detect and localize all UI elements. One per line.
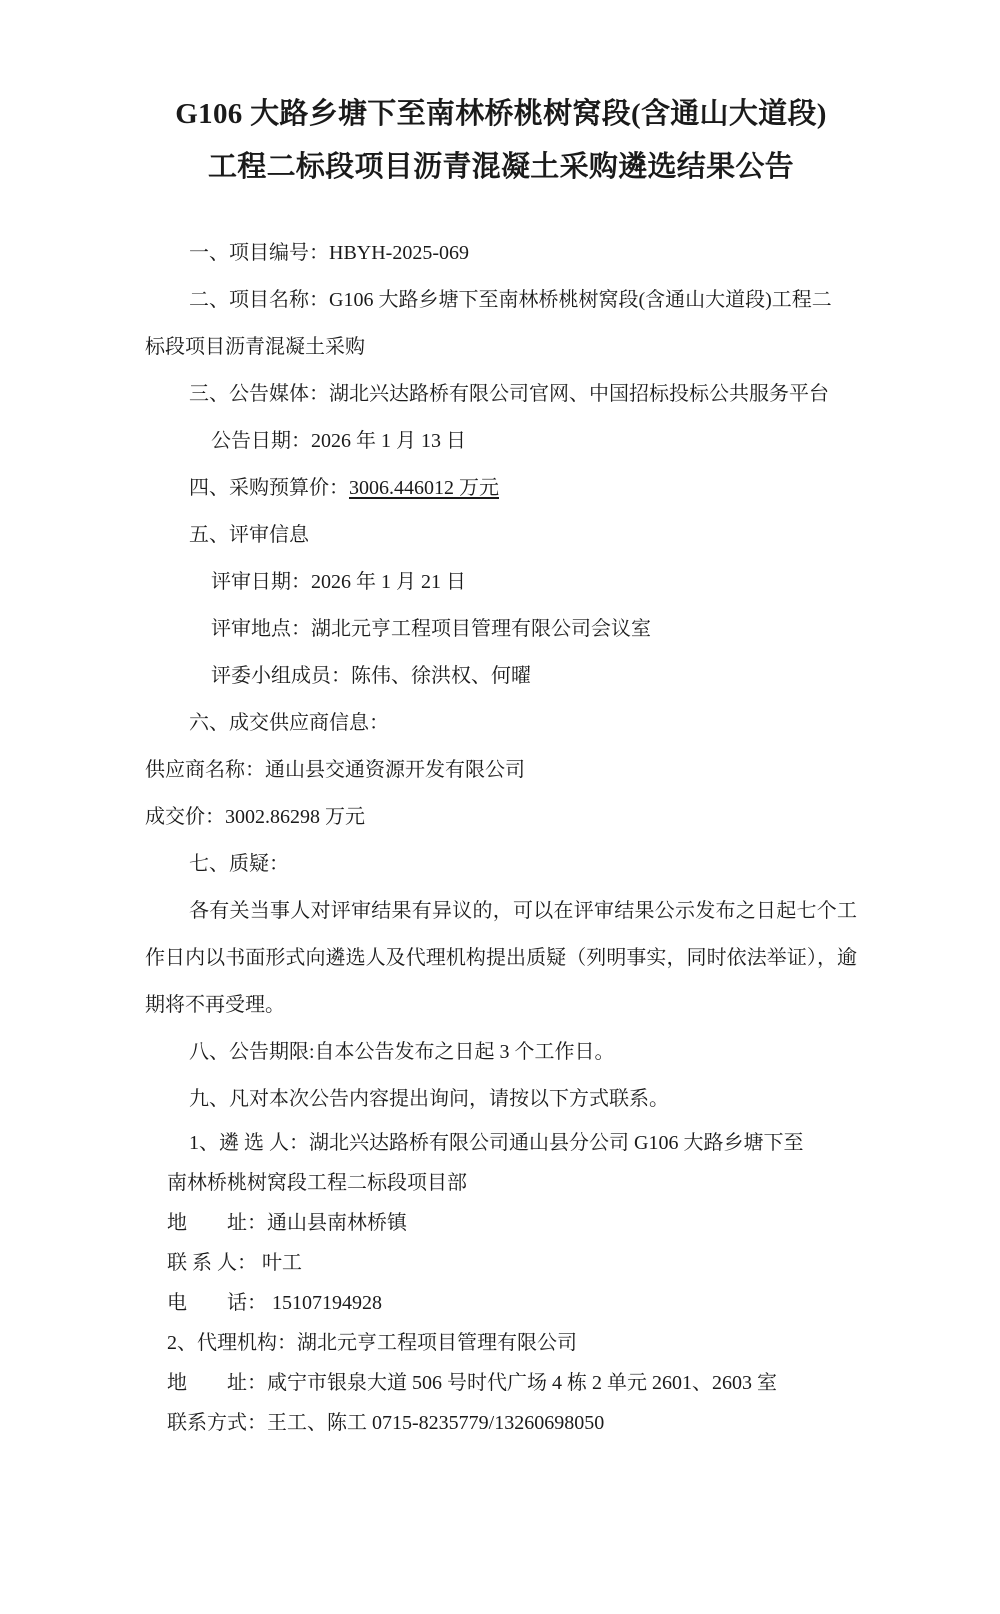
document-body xyxy=(145,230,857,1443)
budget-price-label: 四、采购预算价： xyxy=(189,477,349,499)
selector-address: 地 址：通山县南林桥镇 xyxy=(167,1212,407,1234)
selector-contact-person: 联 系 人： 叶工 xyxy=(167,1252,302,1274)
title-line-1: G106 大路乡塘下至南林桥桃树窝段(含通山大道段) xyxy=(175,98,827,130)
section-project-name-continued: 标段项目沥青混凝土采购 xyxy=(145,336,365,358)
review-committee-members: 评委小组成员：陈伟、徐洪权、何曜 xyxy=(211,665,531,687)
agency-address: 地 址：咸宁市银泉大道 506 号时代广场 4 栋 2 单元 2601、2603 室 xyxy=(167,1372,777,1394)
section-query-body: 各有关当事人对评审结果有异议的，可以在评审结果公示发布之日起七个工作日内以书面形式向遴选人及代理机构提出质疑（列明事实，同时依法举证），逾期将不再受理。 xyxy=(145,900,857,1016)
agency-name: 2、代理机构：湖北元亨工程项目管理有限公司 xyxy=(167,1332,577,1354)
contact-block xyxy=(145,1123,857,1443)
section-supplier-title: 六、成交供应商信息： xyxy=(189,712,389,734)
section-query-title: 七、质疑： xyxy=(189,853,289,875)
budget-price-value: 3006.446012 万元 xyxy=(349,477,499,499)
section-announcement-period: 八、公告期限:自本公告发布之日起 3 个工作日。 xyxy=(189,1041,615,1063)
supplier-name: 供应商名称：通山县交通资源开发有限公司 xyxy=(145,759,525,781)
document-sheet xyxy=(145,0,857,1443)
section-announcement-date: 公告日期：2026 年 1 月 13 日 xyxy=(211,430,466,452)
section-project-name: 二、项目名称：G106 大路乡塘下至南林桥桃树窝段(含通山大道段)工程二 xyxy=(189,289,832,311)
page-title xyxy=(145,0,857,194)
section-review-title: 五、评审信息 xyxy=(189,524,309,546)
section-budget-price xyxy=(145,465,857,512)
agency-contact: 联系方式：王工、陈工 0715-8235779/13260698050 xyxy=(167,1412,605,1434)
deal-price: 成交价：3002.86298 万元 xyxy=(145,806,365,828)
selector-name-line-2: 南林桥桃树窝段工程二标段项目部 xyxy=(167,1172,467,1194)
section-announcement-media: 三、公告媒体：湖北兴达路桥有限公司官网、中国招标投标公共服务平台 xyxy=(189,383,829,405)
review-location: 评审地点：湖北元亨工程项目管理有限公司会议室 xyxy=(211,618,651,640)
title-line-2: 工程二标段项目沥青混凝土采购遴选结果公告 xyxy=(207,151,794,183)
section-project-number: 一、项目编号：HBYH-2025-069 xyxy=(189,242,469,264)
selector-name-line-1: 1、遴 选 人：湖北兴达路桥有限公司通山县分公司 G106 大路乡塘下至 xyxy=(189,1132,804,1154)
selector-phone: 电 话： 15107194928 xyxy=(167,1292,382,1314)
section-contact-title: 九、凡对本次公告内容提出询问，请按以下方式联系。 xyxy=(189,1088,669,1110)
review-date: 评审日期：2026 年 1 月 21 日 xyxy=(211,571,466,593)
